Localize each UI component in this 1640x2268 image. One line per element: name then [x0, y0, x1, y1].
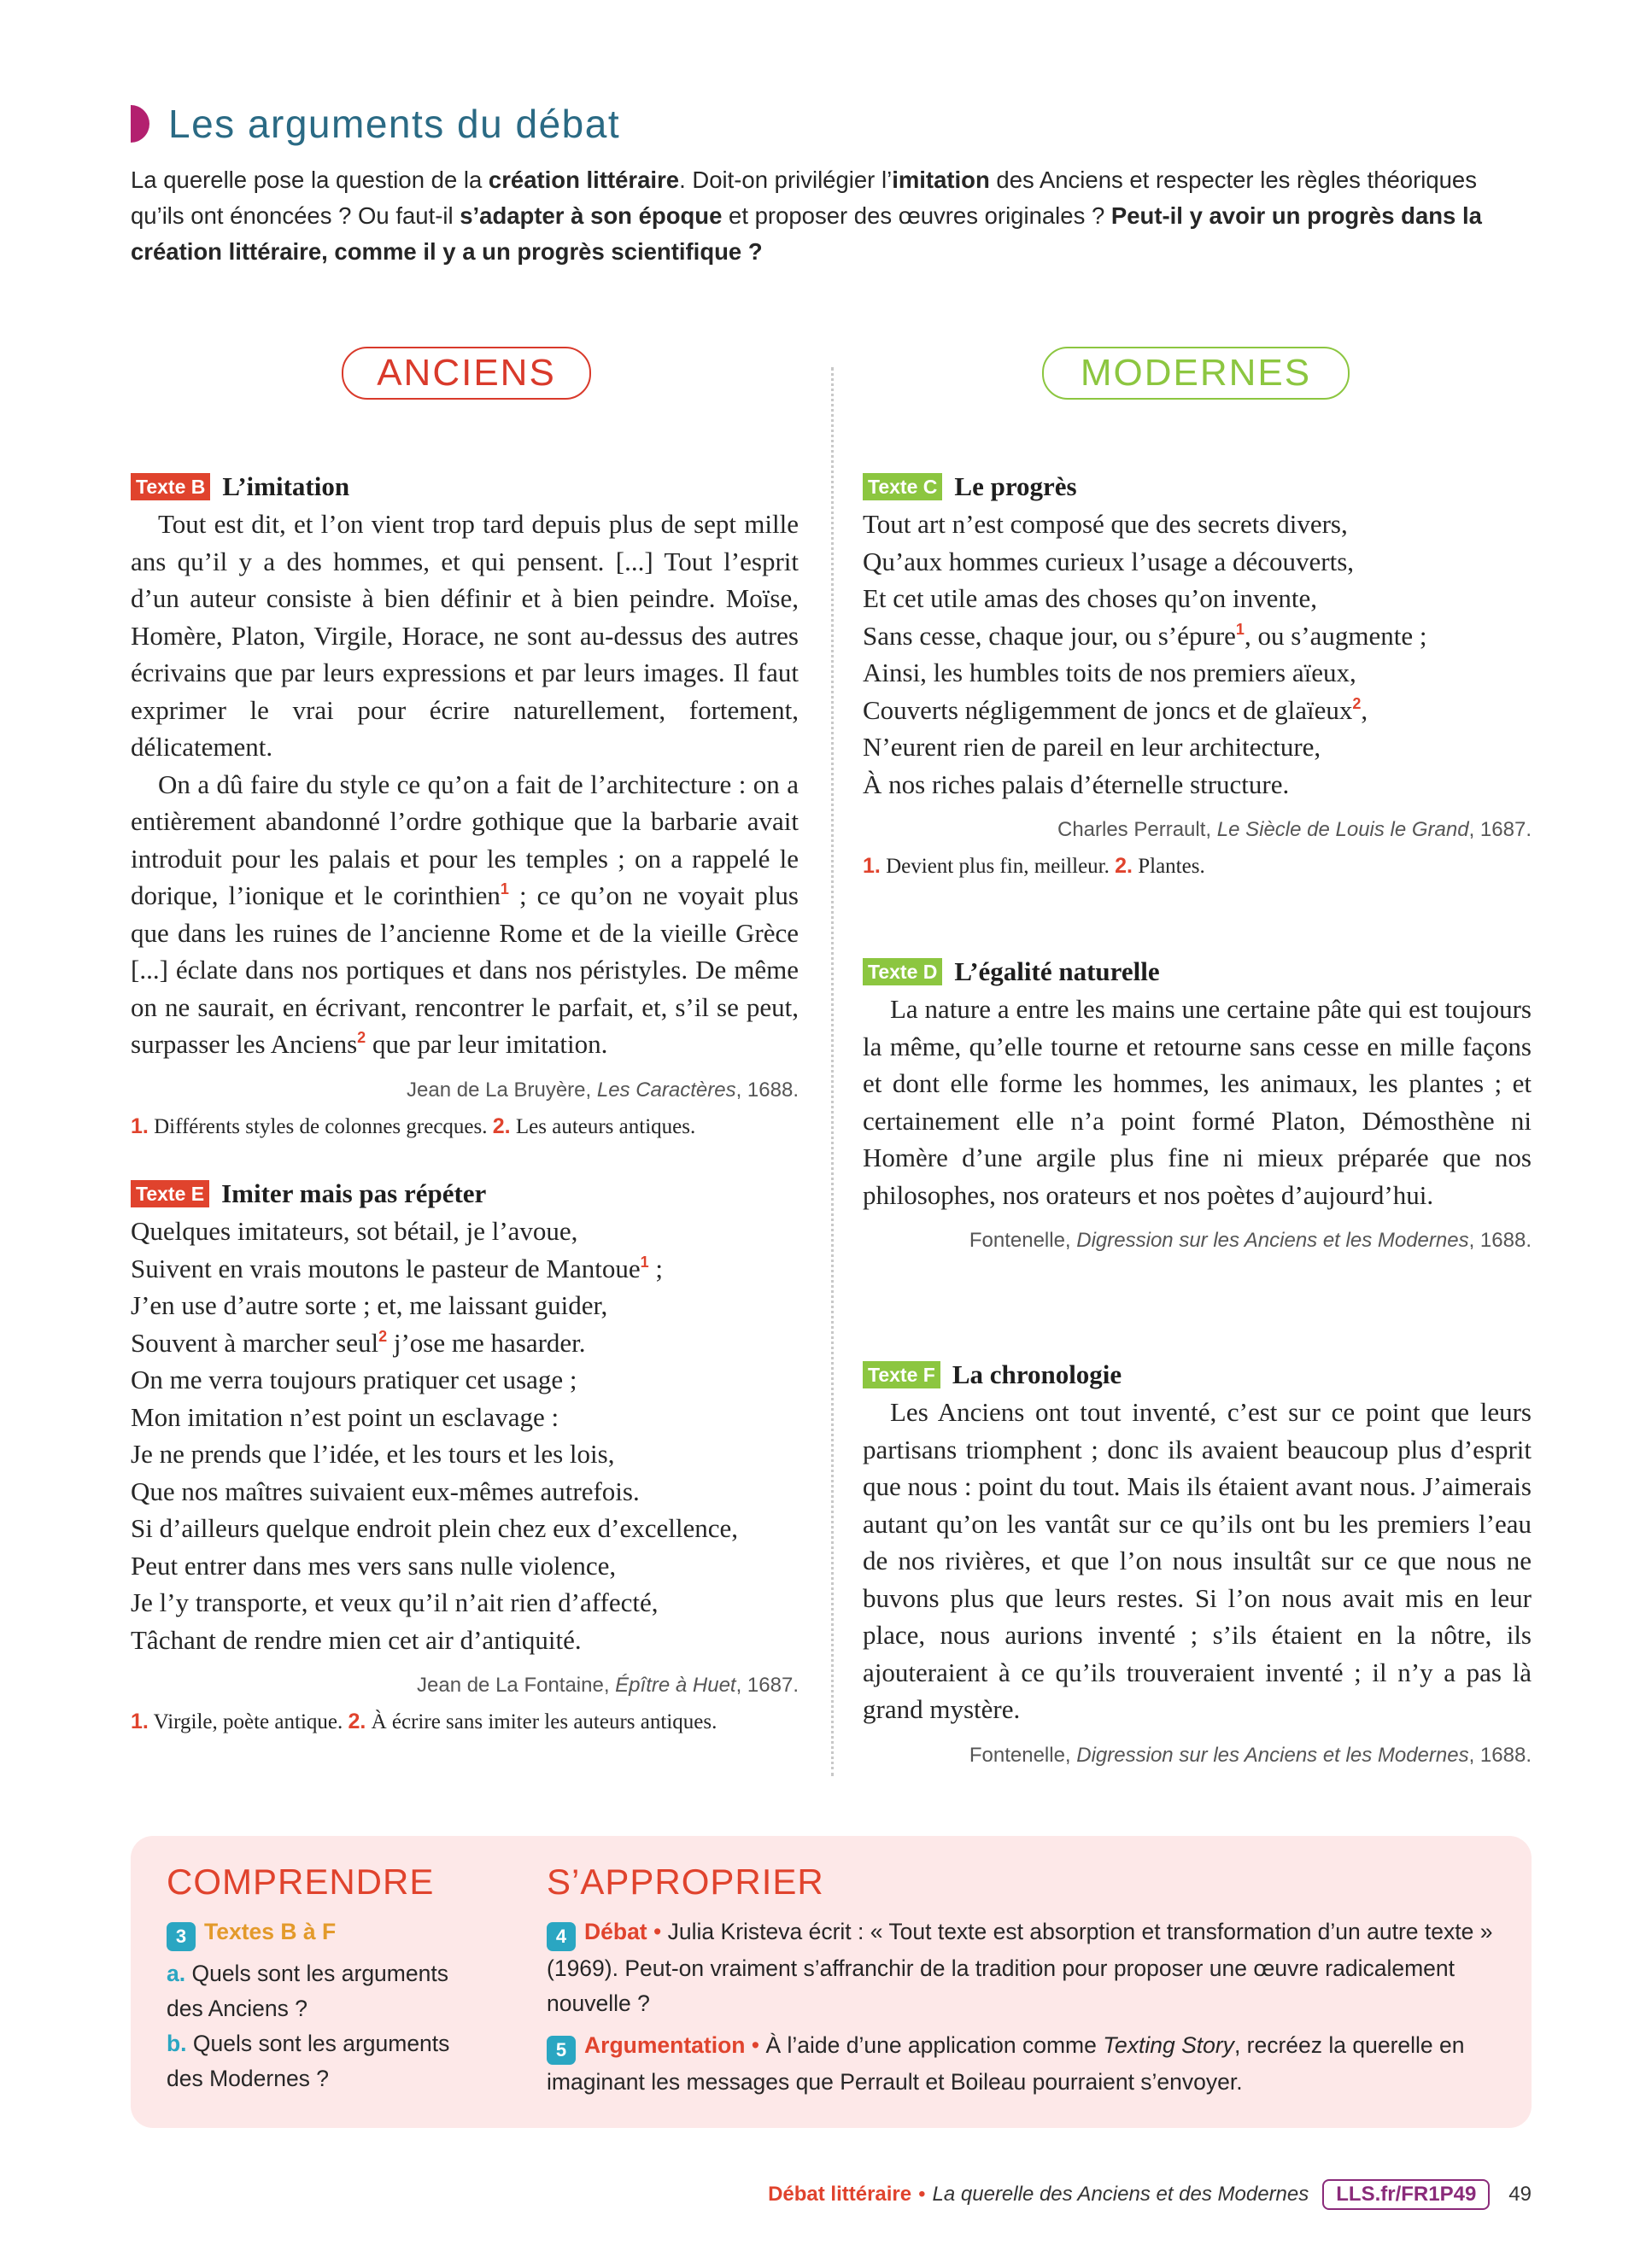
verse-text: , ou s’augmente ; [1244, 620, 1427, 651]
texte-f-title: La chronologie [952, 1359, 1122, 1389]
source-author: Jean de La Bruyère, [407, 1078, 597, 1102]
verse-text: Sans cesse, chaque jour, ou s’épure [863, 620, 1236, 651]
texte-e-header [131, 1177, 799, 1211]
verse-text: Souvent à marcher seul [131, 1327, 379, 1358]
texte-b-tag: Texte B [131, 473, 210, 500]
intro-bold: Peut-il y avoir un progrès dans la création littéraire, comme il y a un progrès scientifique ? [131, 202, 1482, 265]
texte-e-tag: Texte E [131, 1180, 209, 1207]
source-work: Digression sur les Anciens et les Modernes [1076, 1743, 1469, 1767]
source-year: , 1688. [1468, 1229, 1532, 1252]
verse-line [131, 1324, 799, 1362]
footer-separator: • [918, 2183, 926, 2206]
footer-chapter: Débat littéraire [768, 2183, 912, 2206]
verse-line: À nos riches palais d’éternelle structure. [863, 769, 1290, 799]
source-year: , 1688. [735, 1078, 799, 1102]
texte-f [863, 1358, 1532, 1768]
verse-line: Je l’y transporte, et veux qu’il n’ait rien d’affecté, [131, 1587, 659, 1617]
activity-box [131, 1836, 1532, 2128]
texte-c-tag: Texte C [863, 473, 942, 500]
source-work: Les Caractères [596, 1078, 736, 1102]
texte-b-source [131, 1078, 799, 1102]
bullet: • [647, 1919, 668, 1944]
texte-f-tag: Texte F [863, 1361, 940, 1388]
page-footer [768, 2179, 1532, 2210]
footnote-number: 1. [131, 1114, 149, 1138]
verse-line: Quelques imitateurs, sot bétail, je l’avoue, [131, 1216, 578, 1246]
question-text: À l’aide d’une application comme [765, 2032, 1104, 2058]
intro-text: . Doit-on privilégier l’ [679, 167, 893, 193]
texte-b-header [131, 470, 799, 504]
question-number-badge: 3 [167, 1922, 196, 1951]
texte-d-source [863, 1229, 1532, 1253]
source-work: Digression sur les Anciens et les Modernes [1076, 1229, 1469, 1252]
texte-b [131, 470, 799, 1139]
verse-text: , [1361, 694, 1368, 725]
footnote-number: 2. [348, 1710, 366, 1733]
verse-line: On me verra toujours pratiquer cet usage ; [131, 1365, 577, 1394]
comprendre-title: COMPRENDRE [167, 1862, 435, 1902]
source-author: Fontenelle, [969, 1229, 1077, 1252]
texte-c-footnotes [863, 854, 1532, 879]
verse-line: Je ne prends que l’idée, et les tours et les lois, [131, 1439, 615, 1469]
footnote-ref: 2 [357, 1029, 366, 1046]
question-text: , recréez la querelle en imaginant les messages que Perrault et Boileau pourraient s’envoyer. [547, 2032, 1465, 2095]
section-marker-icon [131, 105, 149, 143]
question-3-header [167, 1914, 491, 1951]
texte-c-title: Le progrès [954, 471, 1077, 501]
verse-line [863, 692, 1532, 729]
intro-text: La querelle pose la question de la [131, 167, 489, 193]
question-label: Débat [584, 1919, 647, 1944]
footnote-text: Devient plus fin, meilleur. [880, 855, 1116, 878]
question-3b [167, 2026, 491, 2096]
bullet: • [745, 2032, 766, 2058]
source-work: Le Siècle de Louis le Grand [1216, 818, 1469, 841]
footnote-ref: 1 [1235, 620, 1245, 638]
footnote-ref: 2 [378, 1327, 388, 1345]
paragraph-text: que par leur imitation. [366, 1029, 608, 1059]
approprier-title: S’APPROPRIER [547, 1862, 824, 1902]
source-year: , 1688. [1468, 1743, 1532, 1767]
texte-e-footnotes [131, 1710, 799, 1734]
question-number-badge: 5 [547, 2036, 576, 2065]
footnote-text: Les auteurs antiques. [510, 1114, 696, 1138]
footnote-number: 1. [131, 1710, 149, 1733]
texte-b-paragraph-1: Tout est dit, et l’on vient trop tard depuis plus de sept mille ans qu’il y a des hommes, et qui pensent. [...] Tout l’esprit d’un auteur consiste à bien définir et à bien peindre. Moïse, Homère, Platon, Virgile, Horace, ne sont au-dessus des autres écrivains que par leurs expressions et par leurs images. Il faut exprimer le vrai pour écrire naturellement, fortement, délicatement. [131, 509, 799, 762]
verse-line: Peut entrer dans mes vers sans nulle violence, [131, 1550, 617, 1581]
page-number: 49 [1508, 2183, 1532, 2206]
verse-text: Suivent en vrais moutons le pasteur de Mantoue [131, 1253, 641, 1283]
paragraph-text: On a dû faire du style ce qu’on a fait de l’architecture : on a entièrement abandonné l’ordre gothique que la barbarie avait introduit pour les palais et pour les temples ; on a rappelé le dorique, l’ionique et le corinthien [131, 769, 799, 910]
footnote-number: 1. [863, 854, 881, 878]
question-letter: b. [167, 2031, 187, 2056]
intro-bold: imitation [892, 167, 990, 193]
texte-e-title: Imiter mais pas répéter [221, 1178, 487, 1208]
column-header-modernes: MODERNES [1042, 347, 1350, 400]
intro-text: des Anciens et respecter les règles théoriques qu’ils ont énoncées ? Ou faut-il [131, 167, 1477, 229]
verse-line [131, 1250, 799, 1288]
footnote-text: Plantes. [1132, 855, 1205, 878]
footnote-ref: 1 [640, 1253, 649, 1271]
texte-d-paragraph: La nature a entre les mains une certaine pâte qui est toujours la même, qu’elle tourne et retourne sans cesse en mille façons et dont elle forme les hommes, les animaux, les plantes ; et certainement elle n’a point formé Platon, Démosthène ni Homère d’une argile plus fine ni mieux préparée que nos philosophes, nos orateurs et nos poètes d’aujourd’hui. [863, 994, 1532, 1210]
footnote-ref: 1 [500, 880, 509, 897]
question-letter: a. [167, 1961, 186, 1986]
texte-d-title: L’égalité naturelle [954, 956, 1160, 986]
texte-d [863, 955, 1532, 1253]
source-work: Épître à Huet [615, 1674, 736, 1697]
question-text: Julia Kristeva écrit : « Tout texte est absorption et transformation d’un autre texte » (1969). Peut-on vraiment s’affranchir de la tradition pour proposer une œuvre radicalement nouvelle ? [547, 1919, 1493, 2016]
footnote-number: 2. [492, 1114, 511, 1138]
source-author: Jean de La Fontaine, [417, 1674, 616, 1697]
texte-c-header [863, 470, 1532, 504]
footnote-text: Virgile, poète antique. [148, 1710, 348, 1733]
verse-line: Mon imitation n’est point un esclavage : [131, 1401, 559, 1432]
intro-paragraph [131, 162, 1532, 270]
question-text-italic: Texting Story [1103, 2032, 1234, 2058]
column-header-anciens: ANCIENS [342, 347, 591, 400]
texte-e [131, 1177, 799, 1734]
question-4 [547, 1914, 1495, 2021]
texte-b-paragraph-2 [131, 766, 799, 1063]
paragraph-text: ; ce qu’on ne voyait plus que dans les ruines de l’ancienne Rome et de la vieille Grèce [...] éclate dans nos portiques et dans nos péristyles. De même on ne saurait, en écrivant, rencontrer le parfait, et, s’il se peut, surpasser les Anciens [131, 880, 799, 1059]
verse-line: Si d’ailleurs quelque endroit plein chez eux d’excellence, [131, 1513, 738, 1543]
comprendre-section [167, 1862, 491, 2096]
verse-text: Couverts négligemment de joncs et de glaïeux [863, 694, 1353, 725]
footnote-number: 2. [1115, 854, 1133, 878]
source-author: Fontenelle, [969, 1743, 1077, 1767]
verse-line: Tout art n’est composé que des secrets divers, [863, 509, 1348, 539]
source-author: Charles Perrault, [1057, 818, 1217, 841]
verse-line: N’eurent rien de pareil en leur architecture, [863, 732, 1321, 762]
texte-c [863, 470, 1532, 879]
texte-b-title: L’imitation [222, 471, 350, 501]
question-text: Quels sont les arguments des Modernes ? [167, 2031, 450, 2091]
footnote-ref: 2 [1352, 694, 1362, 712]
intro-bold: s’adapter à son époque [460, 202, 723, 229]
question-label: Textes B à F [204, 1919, 337, 1944]
verse-text: ; [648, 1253, 664, 1283]
verse-line: Tâchant de rendre mien cet air d’antiquité. [131, 1624, 582, 1655]
verse-line [863, 617, 1532, 655]
intro-bold: création littéraire [488, 167, 680, 193]
texte-d-tag: Texte D [863, 958, 942, 985]
section-title [131, 96, 620, 152]
verse-line: Et cet utile amas des choses qu’on invente, [863, 583, 1318, 613]
approprier-section [547, 1862, 1495, 2100]
verse-line: Qu’aux hommes curieux l’usage a découverts, [863, 546, 1355, 576]
texte-d-header [863, 955, 1532, 989]
column-divider [831, 367, 834, 1776]
question-5 [547, 2028, 1495, 2100]
texte-f-source [863, 1744, 1532, 1768]
texte-b-footnotes [131, 1114, 799, 1139]
question-label: Argumentation [584, 2032, 746, 2058]
verse-line: Que nos maîtres suivaient eux-mêmes autrefois. [131, 1476, 640, 1506]
texte-e-source [131, 1674, 799, 1698]
question-number-badge: 4 [547, 1922, 576, 1951]
source-year: , 1687. [735, 1674, 799, 1697]
intro-text: et proposer des œuvres originales ? [722, 202, 1111, 229]
verse-line: Ainsi, les humbles toits de nos premiers aïeux, [863, 658, 1356, 687]
question-3a [167, 1956, 491, 2026]
verse-text: j’ose me hasarder. [387, 1327, 586, 1358]
texte-f-header [863, 1358, 1532, 1392]
section-title-text: Les arguments du débat [168, 102, 621, 146]
footnote-text: Différents styles de colonnes grecques. [148, 1114, 493, 1138]
footer-link[interactable]: LLS.fr/FR1P49 [1322, 2179, 1490, 2210]
texte-f-paragraph: Les Anciens ont tout inventé, c’est sur ce point que leurs partisans triomphent ; donc ils avaient beaucoup plus d’esprit que nous : point du tout. Mais ils étaient avant nous. J’aimerais autant qu’on les vantât sur ce qu’ils ont bu les premiers l’eau de nos rivières, et que l’on nous insultât sur ce que nous ne buvons plus que leurs restes. Si l’on nous avait mis en leur place, nous aurions inventé ; s’ils étaient en la nôtre, ils ajouteraient à ce qu’ils trouveraient inventé ; il n’y a pas là grand mystère. [863, 1397, 1532, 1724]
verse-line: J’en use d’autre sorte ; et, me laissant guider, [131, 1290, 608, 1320]
source-year: , 1687. [1468, 818, 1532, 841]
footnote-text: À écrire sans imiter les auteurs antiques. [366, 1710, 718, 1733]
question-text: Quels sont les arguments des Anciens ? [167, 1961, 448, 2021]
texte-c-source [863, 818, 1532, 842]
footer-subtitle: La querelle des Anciens et des Modernes [932, 2183, 1309, 2206]
